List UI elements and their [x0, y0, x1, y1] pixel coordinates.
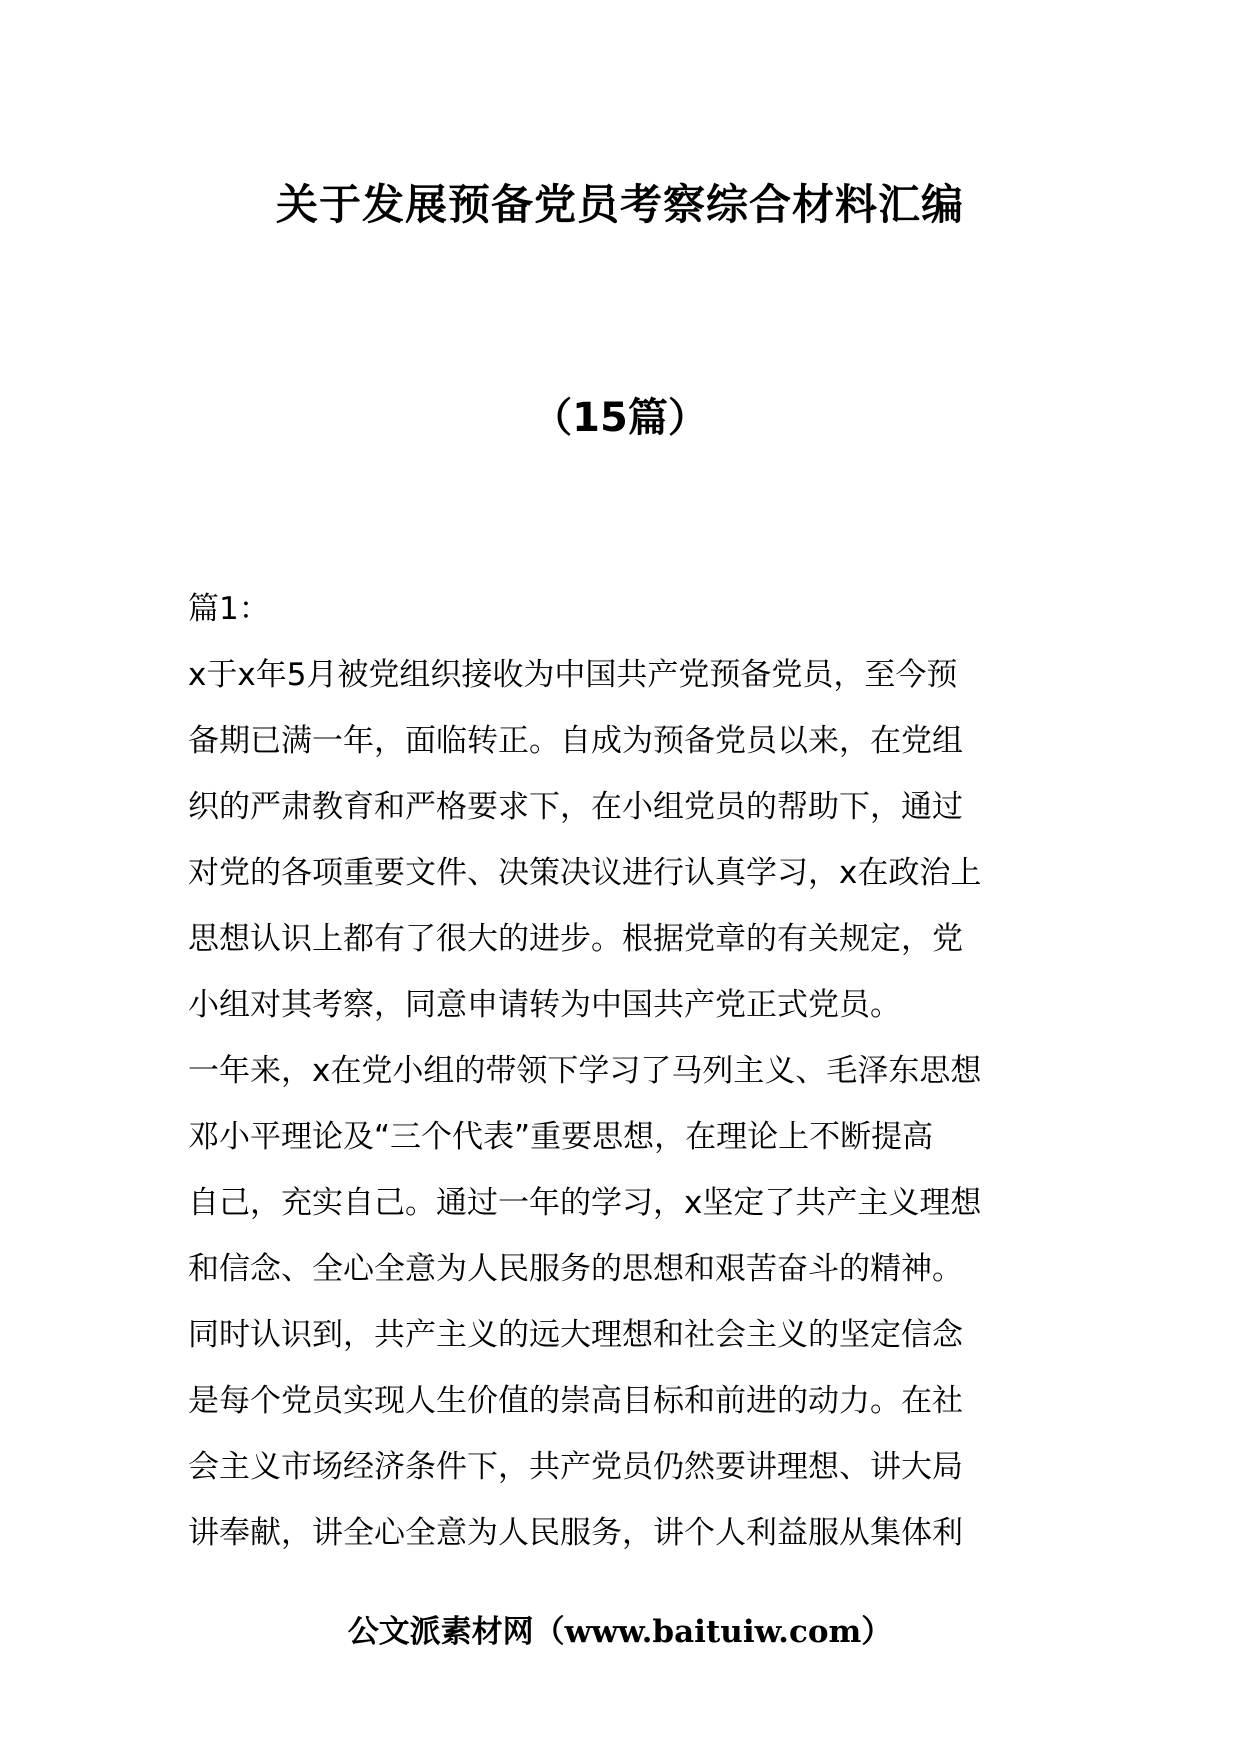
- body-line: 备期已满一年，面临转正。自成为预备党员以来，在党组: [188, 723, 963, 759]
- document-title: 关于发展预备党员考察综合材料汇编: [275, 180, 964, 229]
- body-line: 是每个党员实现人生价值的崇高目标和前进的动力。在社: [188, 1383, 963, 1419]
- body-line: 一年来，x在党小组的带领下学习了马列主义、毛泽东思想: [188, 1053, 982, 1089]
- document-subtitle: （15篇）: [532, 395, 708, 441]
- body-line: 小组对其考察，同意申请转为中国共产党正式党员。: [188, 987, 901, 1023]
- body-line: 织的严肃教育和严格要求下，在小组党员的帮助下，通过: [188, 789, 963, 825]
- body-line: 会主义市场经济条件下，共产党员仍然要讲理想、讲大局: [188, 1449, 963, 1485]
- body-line: 讲奉献，讲全心全意为人民服务，讲个人利益服从集体利: [188, 1515, 963, 1551]
- body-line: 邓小平理论及“三个代表”重要思想，在理论上不断提高: [188, 1119, 934, 1155]
- body-line: 和信念、全心全意为人民服务的思想和艰苦奋斗的精神。: [188, 1251, 963, 1287]
- body-line: 自己，充实自己。通过一年的学习，x坚定了共产主义理想: [188, 1185, 982, 1221]
- section-heading: 篇1：: [188, 591, 270, 627]
- body-line: 对党的各项重要文件、决策决议进行认真学习，x在政治上: [188, 855, 982, 891]
- body-line: 思想认识上都有了很大的进步。根据党章的有关规定，党: [188, 921, 963, 957]
- body-line: x于x年5月被党组织接收为中国共产党预备党员，至今预: [188, 657, 958, 693]
- page-footer: 公文派素材网（www.baituiw.com）: [347, 1614, 893, 1650]
- body-line: 同时认识到，共产主义的远大理想和社会主义的坚定信念: [188, 1317, 963, 1353]
- document-body: [188, 576, 1060, 1566]
